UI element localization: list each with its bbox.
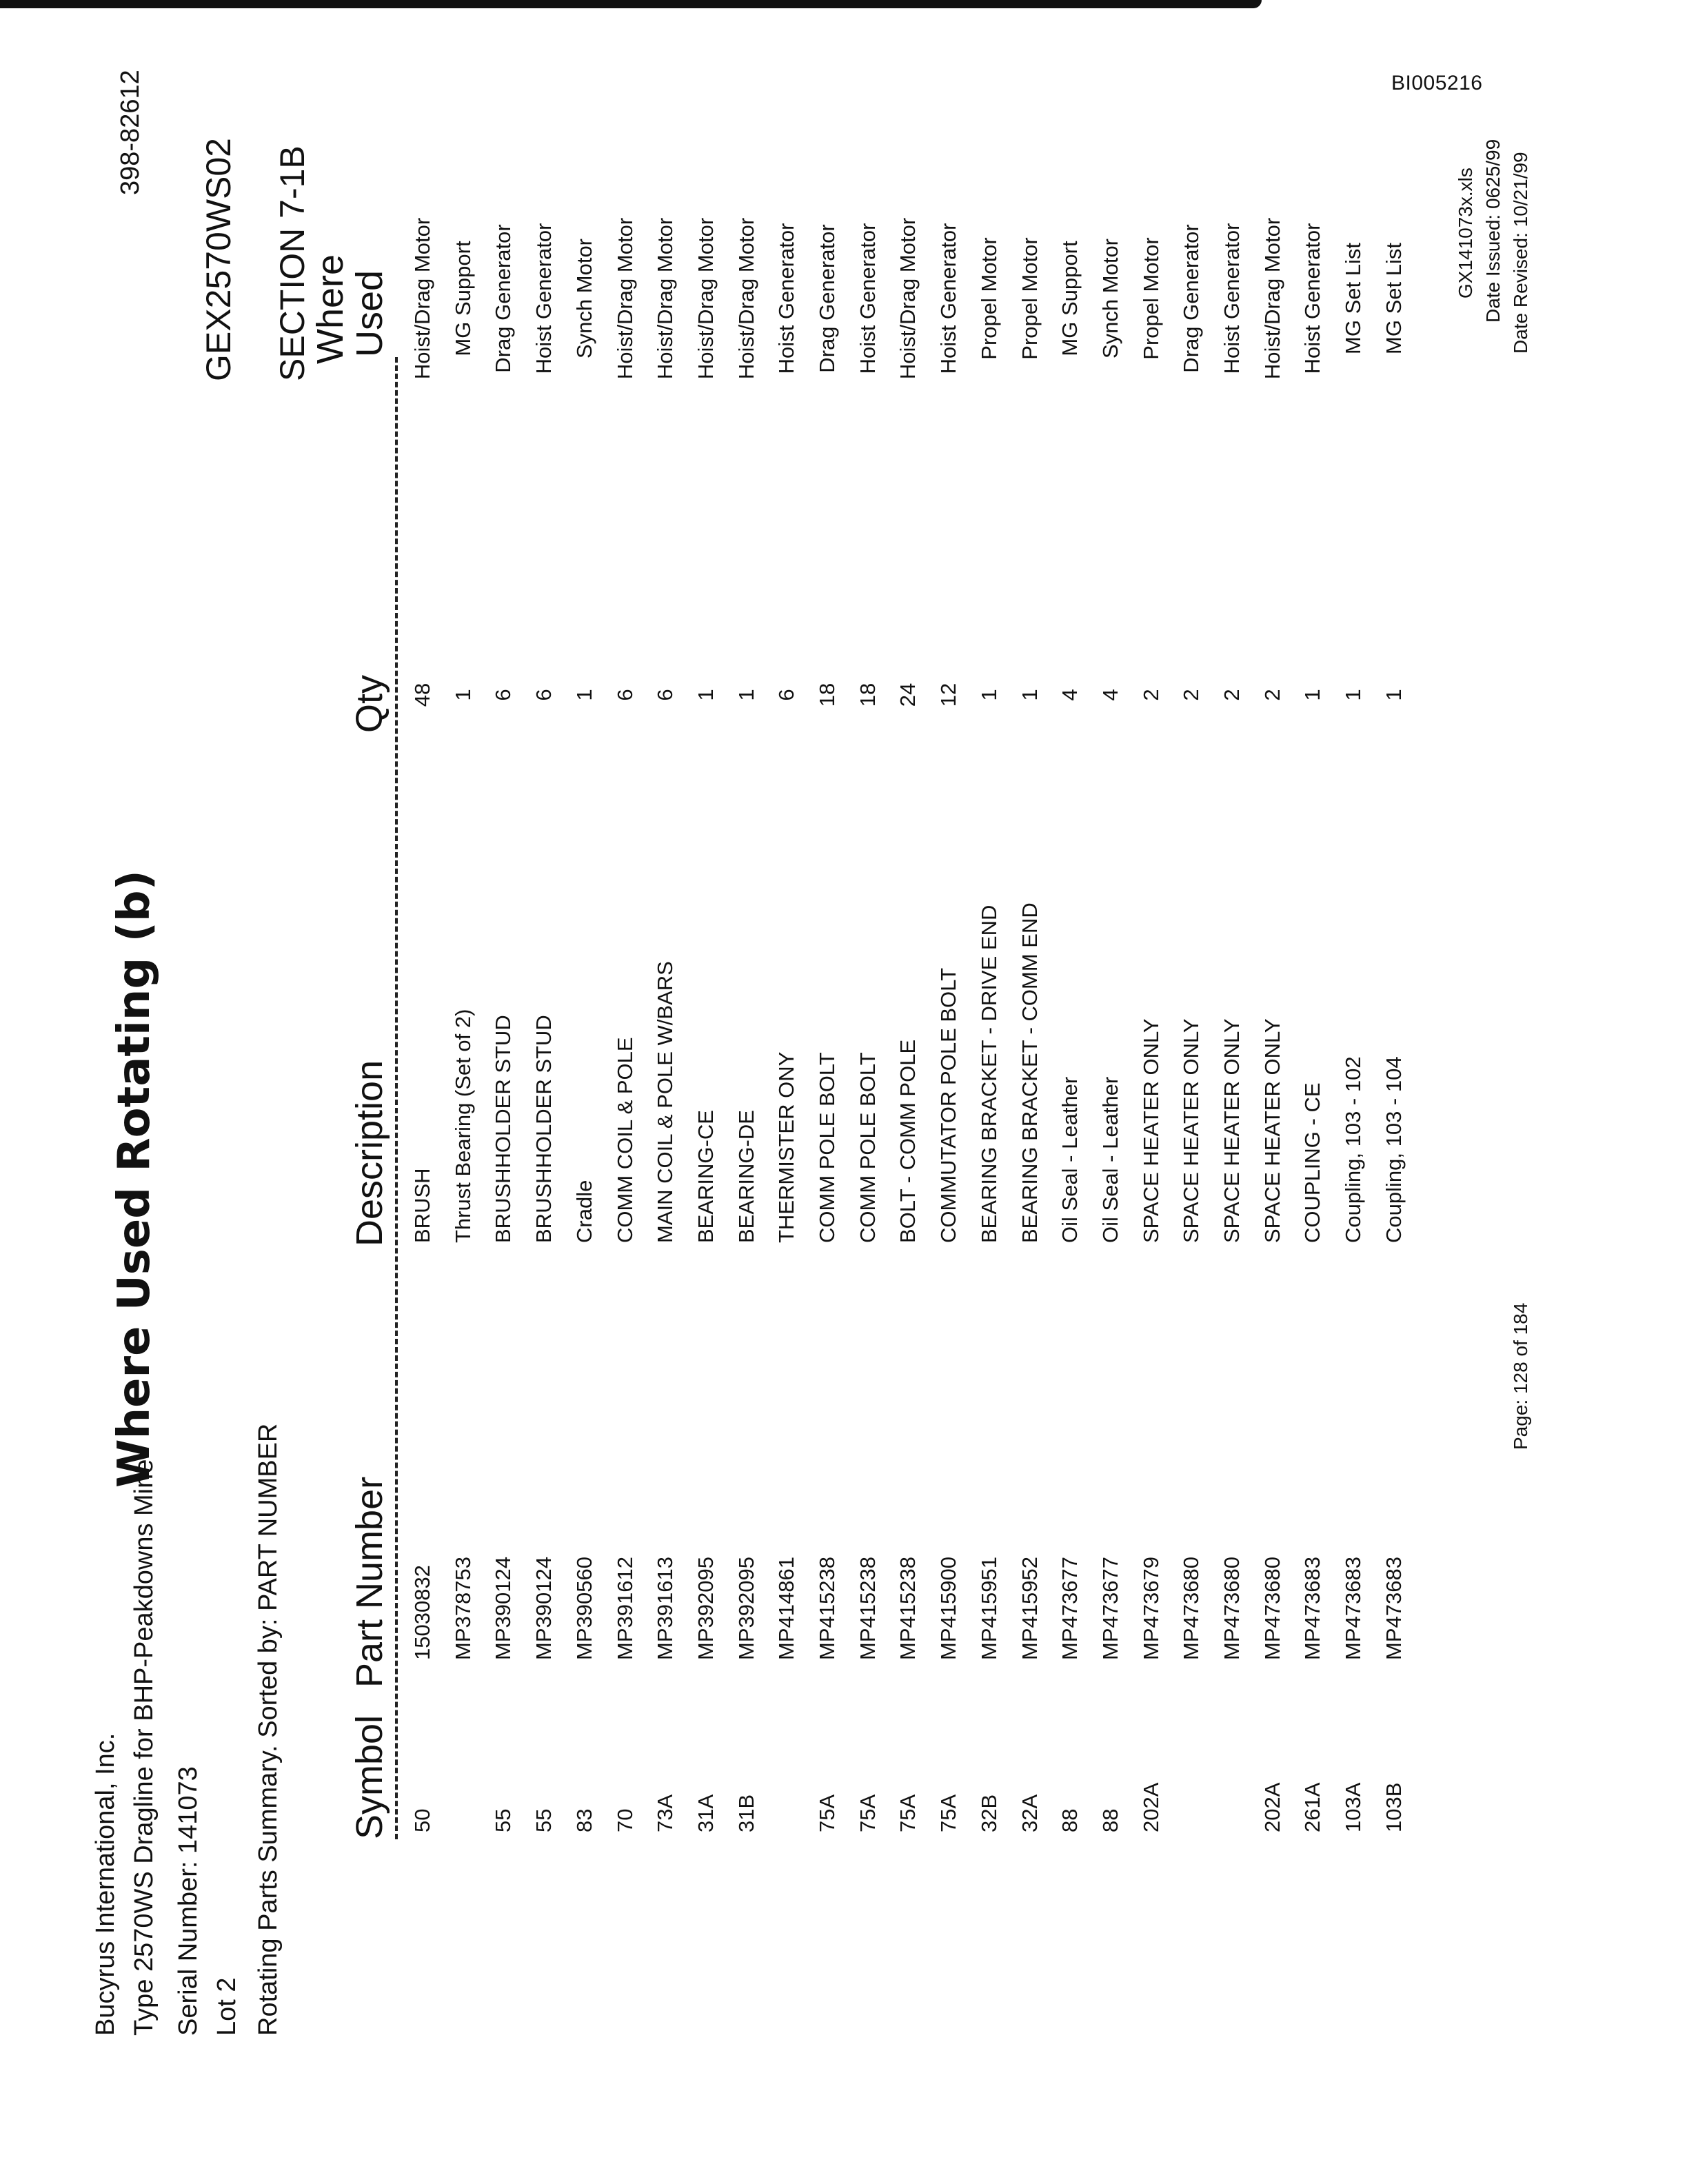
qty-cell: 12 (936, 682, 961, 707)
description-cell: BEARING-CE (693, 1110, 718, 1243)
part-number-cell: MP378753 (450, 1557, 475, 1660)
description-cell: Thrust Bearing (Set of 2) (450, 1009, 475, 1243)
part-number-cell: MP473677 (1058, 1557, 1082, 1660)
symbol-cell: 261A (1300, 1782, 1325, 1832)
where-used-cell: Hoist Generator (1300, 223, 1325, 374)
symbol-cell: 75A (855, 1794, 880, 1832)
document-code: 398-82612 (116, 70, 145, 195)
part-number-cell: MP390560 (572, 1557, 596, 1660)
file-name: GX141073x.xls (1455, 168, 1476, 299)
where-used-cell: Hoist/Drag Motor (734, 217, 758, 380)
description-cell: Cradle (572, 1180, 596, 1243)
description-cell: COMMUTATOR POLE BOLT (936, 967, 961, 1243)
section-label: SECTION 7-1B (273, 145, 312, 381)
symbol-cell: 202A (1260, 1782, 1284, 1832)
page-number: Page: 128 of 184 (1510, 1302, 1531, 1450)
description-cell: BRUSHHOLDER STUD (532, 1015, 556, 1243)
part-number-cell: MP415238 (815, 1557, 839, 1660)
description-cell: BEARING BRACKET - DRIVE END (976, 904, 1001, 1243)
qty-cell: 6 (612, 689, 637, 701)
where-used-cell: Hoist/Drag Motor (653, 217, 678, 380)
part-number-cell: MP473680 (1179, 1557, 1204, 1660)
description-cell: SPACE HEATER ONLY (1220, 1018, 1244, 1243)
description-cell: Coupling, 103 - 104 (1381, 1056, 1406, 1243)
qty-cell: 1 (450, 689, 475, 701)
symbol-cell: 50 (410, 1808, 434, 1832)
part-number-cell: MP415238 (896, 1557, 920, 1660)
part-number-cell: MP390124 (491, 1557, 516, 1660)
qty-cell: 48 (410, 682, 434, 707)
symbol-cell: 31B (734, 1794, 758, 1832)
date-revised: Date Revised: 10/21/99 (1510, 152, 1531, 354)
part-number-cell: 15030832 (410, 1565, 434, 1660)
col-header-part-number: Part Number (349, 1476, 390, 1688)
symbol-cell: 32A (1017, 1794, 1042, 1832)
where-used-cell: MG Set List (1381, 243, 1406, 354)
company-name: Bucyrus International, Inc. (91, 1732, 120, 2036)
qty-cell: 4 (1098, 689, 1122, 701)
part-number-cell: MP473683 (1300, 1557, 1325, 1660)
summary-line: Rotating Parts Summary. Sorted by: PART NUMBER (254, 1423, 283, 2036)
qty-cell: 1 (693, 689, 718, 701)
col-header-description: Description (349, 1060, 390, 1246)
where-used-cell: Drag Generator (1179, 224, 1204, 373)
qty-cell: 1 (1017, 689, 1042, 701)
part-number-cell: MP392095 (693, 1557, 718, 1660)
where-used-cell: Hoist/Drag Motor (693, 217, 718, 380)
symbol-cell: 75A (815, 1794, 839, 1832)
description-cell: COMM COIL & POLE (612, 1037, 637, 1243)
symbol-cell: 55 (532, 1808, 556, 1832)
description-cell: SPACE HEATER ONLY (1138, 1018, 1163, 1243)
where-used-cell: Hoist Generator (936, 223, 961, 374)
symbol-cell: 88 (1098, 1808, 1122, 1832)
where-used-cell: Propel Motor (1138, 237, 1163, 360)
page-title: Where Used Rotating (b) (109, 870, 160, 1488)
part-number-cell: MP473683 (1381, 1557, 1406, 1660)
description-cell: SPACE HEATER ONLY (1179, 1018, 1204, 1243)
part-number-cell: MP415951 (976, 1557, 1001, 1660)
description-cell: Coupling, 103 - 102 (1341, 1056, 1366, 1243)
where-used-cell: Propel Motor (976, 237, 1001, 360)
qty-cell: 18 (855, 682, 880, 707)
description-cell: BEARING BRACKET - COMM END (1017, 902, 1042, 1243)
part-number-cell: MP391612 (612, 1557, 637, 1660)
symbol-cell: 202A (1138, 1782, 1163, 1832)
where-used-cell: Hoist/Drag Motor (410, 217, 434, 380)
qty-cell: 6 (774, 689, 799, 701)
qty-cell: 6 (532, 689, 556, 701)
machine-description: Type 2570WS Dragline for BHP-Peakdowns Mine (130, 1459, 159, 2036)
symbol-cell: 73A (653, 1794, 678, 1832)
qty-cell: 18 (815, 682, 839, 707)
where-used-cell: MG Support (450, 241, 475, 356)
col-header-where: Where (310, 254, 351, 364)
where-used-cell: Hoist Generator (532, 223, 556, 374)
gex-code: GEX2570WS02 (199, 138, 238, 381)
where-used-cell: Hoist Generator (855, 223, 880, 374)
description-cell: MAIN COIL & POLE W/BARS (653, 961, 678, 1243)
symbol-cell: 75A (896, 1794, 920, 1832)
where-used-cell: Hoist/Drag Motor (896, 217, 920, 380)
symbol-cell: 83 (572, 1808, 596, 1832)
where-used-cell: Synch Motor (572, 238, 596, 359)
qty-cell: 1 (976, 689, 1001, 701)
part-number-cell: MP392095 (734, 1557, 758, 1660)
qty-cell: 1 (572, 689, 596, 701)
serial-number: Serial Number: 141073 (174, 1766, 203, 2036)
where-used-cell: Hoist Generator (1220, 223, 1244, 374)
symbol-cell: 103A (1341, 1782, 1366, 1832)
part-number-cell: MP473683 (1341, 1557, 1366, 1660)
col-header-symbol: Symbol (349, 1715, 390, 1839)
document-id: BI005216 (1391, 72, 1483, 94)
part-number-cell: MP473680 (1220, 1557, 1244, 1660)
where-used-cell: Propel Motor (1017, 237, 1042, 360)
part-number-cell: MP415238 (855, 1557, 880, 1660)
col-header-used: Used (349, 270, 390, 357)
part-number-cell: MP415952 (1017, 1557, 1042, 1660)
where-used-cell: Hoist Generator (774, 223, 799, 374)
where-used-cell: Synch Motor (1098, 238, 1122, 359)
symbol-cell: 70 (612, 1808, 637, 1832)
where-used-cell: Drag Generator (815, 224, 839, 373)
description-cell: BRUSHHOLDER STUD (491, 1015, 516, 1243)
symbol-cell: 88 (1058, 1808, 1082, 1832)
where-used-cell: MG Set List (1341, 243, 1366, 354)
qty-cell: 1 (734, 689, 758, 701)
part-number-cell: MP473677 (1098, 1557, 1122, 1660)
description-cell: THERMISTER ONY (774, 1051, 799, 1243)
symbol-cell: 55 (491, 1808, 516, 1832)
where-used-cell: Hoist/Drag Motor (612, 217, 637, 380)
description-cell: BOLT - COMM POLE (896, 1039, 920, 1243)
lot-label: Lot 2 (212, 1977, 241, 2036)
part-number-cell: MP473679 (1138, 1557, 1163, 1660)
qty-cell: 1 (1341, 689, 1366, 701)
date-issued: Date Issued: 0625/99 (1482, 139, 1504, 323)
description-cell: SPACE HEATER ONLY (1260, 1018, 1284, 1243)
where-used-cell: MG Support (1058, 241, 1082, 356)
symbol-cell: 31A (693, 1794, 718, 1832)
description-cell: BRUSH (410, 1168, 434, 1243)
part-number-cell: MP473680 (1260, 1557, 1284, 1660)
symbol-cell: 103B (1381, 1782, 1406, 1832)
description-cell: BEARING-DE (734, 1110, 758, 1243)
qty-cell: 1 (1300, 689, 1325, 701)
qty-cell: 4 (1058, 689, 1082, 701)
symbol-cell: 32B (976, 1794, 1001, 1832)
qty-cell: 1 (1381, 689, 1406, 701)
description-cell: Oil Seal - Leather (1058, 1076, 1082, 1243)
qty-cell: 6 (491, 689, 516, 701)
col-header-qty: Qty (349, 674, 390, 733)
qty-cell: 2 (1220, 689, 1244, 701)
part-number-cell: MP391613 (653, 1557, 678, 1660)
where-used-cell: Hoist/Drag Motor (1260, 217, 1284, 380)
qty-cell: 6 (653, 689, 678, 701)
description-cell: COMM POLE BOLT (855, 1052, 880, 1243)
description-cell: COMM POLE BOLT (815, 1052, 839, 1243)
qty-cell: 2 (1138, 689, 1163, 701)
part-number-cell: MP415900 (936, 1557, 961, 1660)
symbol-cell: 75A (936, 1794, 961, 1832)
part-number-cell: MP414861 (774, 1557, 799, 1660)
part-number-cell: MP390124 (532, 1557, 556, 1660)
where-used-cell: Drag Generator (491, 224, 516, 373)
qty-cell: 2 (1179, 689, 1204, 701)
qty-cell: 24 (896, 682, 920, 707)
description-cell: Oil Seal - Leather (1098, 1076, 1122, 1243)
qty-cell: 2 (1260, 689, 1284, 701)
description-cell: COUPLING - CE (1300, 1082, 1325, 1243)
